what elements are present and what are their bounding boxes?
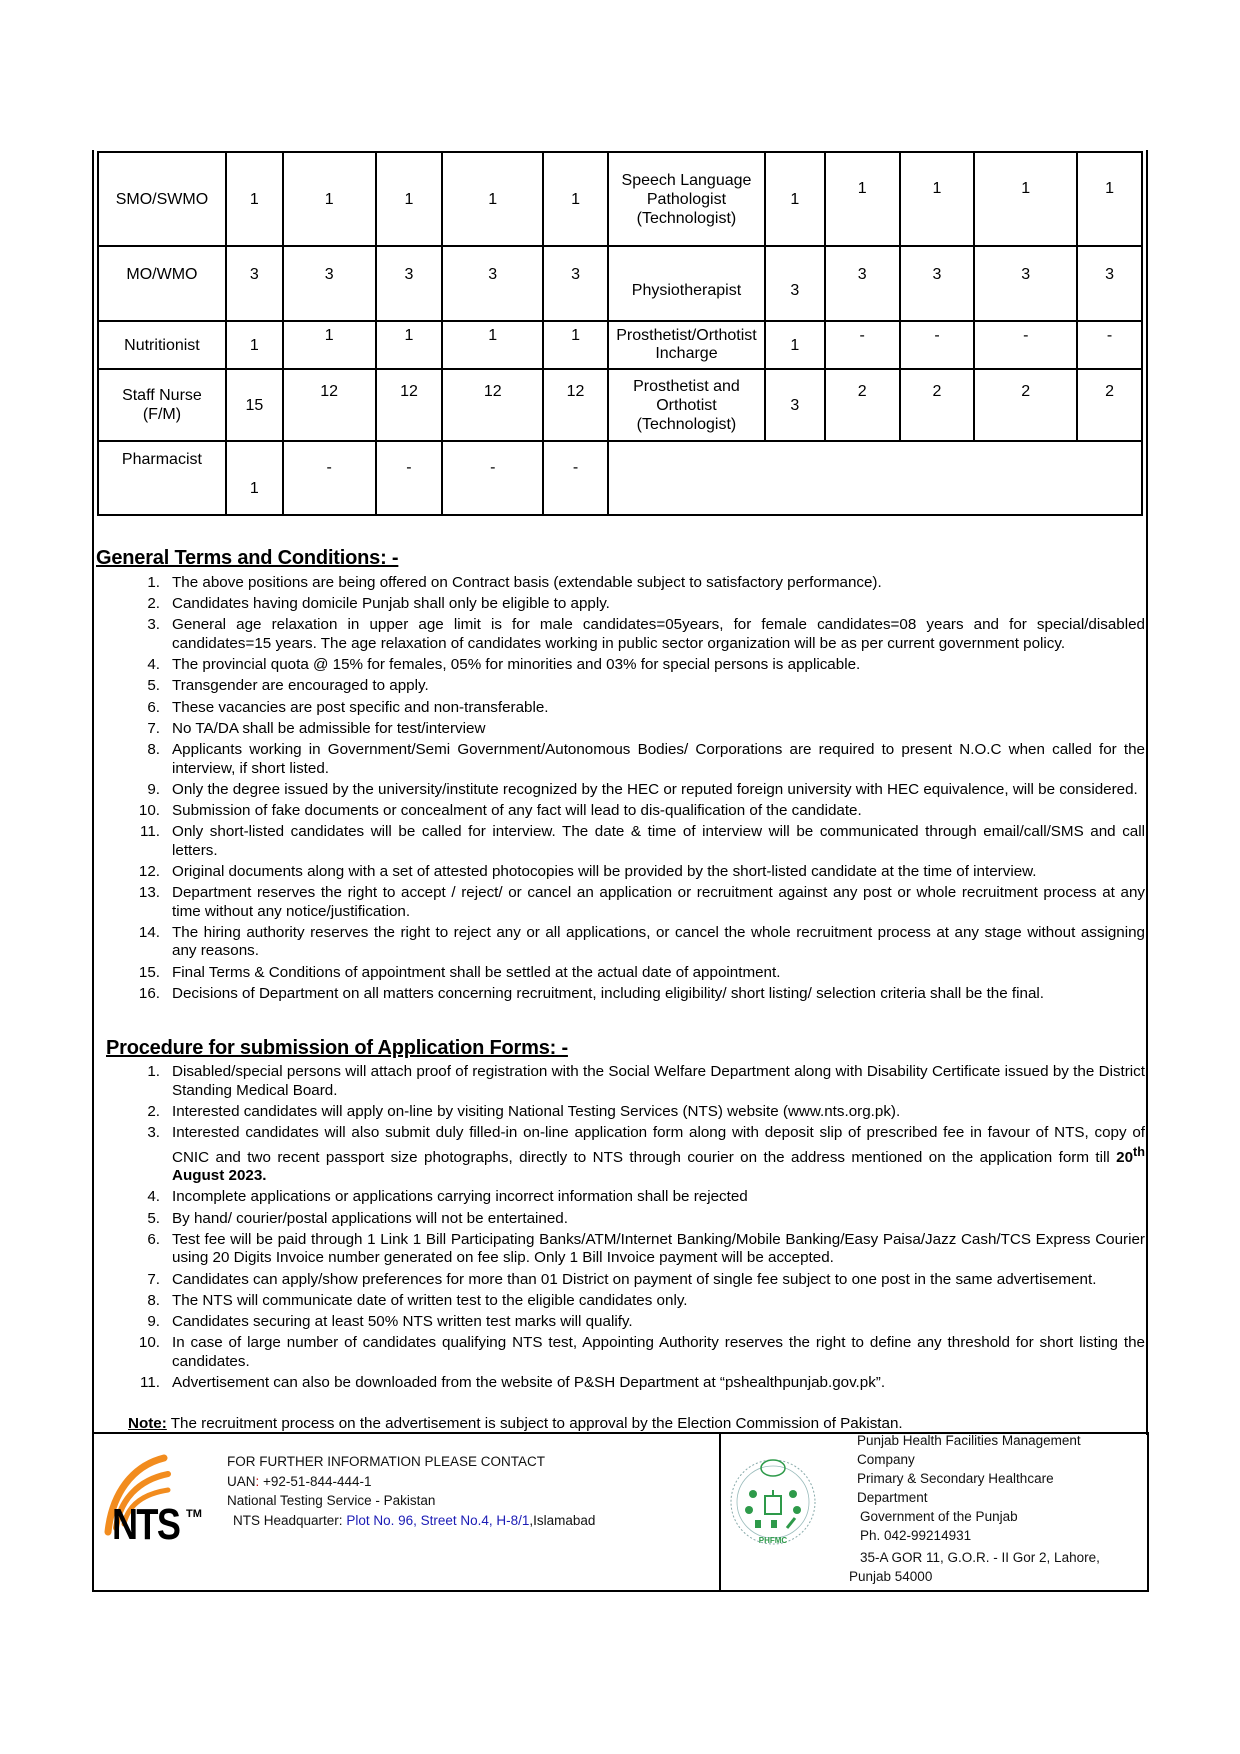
nts-contact xyxy=(227,1452,595,1530)
nts-logo-text: NTS xyxy=(112,1500,180,1549)
empty-cell xyxy=(608,441,1142,515)
cell-value: 3 xyxy=(226,246,283,321)
cell-value: - xyxy=(1077,321,1142,369)
nts-logo xyxy=(102,1454,212,1554)
nts-org: National Testing Service - Pakistan xyxy=(227,1493,436,1508)
cell-value: 1 xyxy=(543,321,608,369)
list-item: 3. Interested candidates will also submit duly filled-in on-line application form along with deposit slip of prescribed fee in favour of NTS, copy of CNIC and two recent passport size photographs, directly to NTS through courier on the address mentioned on the application form till 20th August 2023. xyxy=(147,1123,1145,1185)
procedure-list xyxy=(130,1063,1145,1395)
cell-value: 1 xyxy=(442,321,543,369)
list-item: 9. Candidates securing at least 50% NTS written test marks will qualify. xyxy=(147,1312,633,1330)
list-item: 8. Applicants working in Government/Semi Government/Autonomous Bodies/ Corporations are required to present N.O.C when called for the interview, if short listed. xyxy=(147,740,1145,777)
list-item: 7. No TA/DA shall be admissible for test/interview xyxy=(147,719,486,737)
trademark: TM xyxy=(186,1508,202,1520)
cell-value: 15 xyxy=(226,369,283,441)
list-item: 4. Incomplete applications or applications carrying incorrect information shall be rejected xyxy=(147,1188,748,1206)
list-item: 16. Decisions of Department on all matters concerning recruitment, including eligibility/ short listing/ selection criteria shall be the final. xyxy=(138,984,1044,1002)
list-item: 8. The NTS will communicate date of written test to the eligible candidates only. xyxy=(147,1291,688,1309)
list-item: 3. General age relaxation in upper age limit is for male candidates=05years, for female candidates=08 years and for special/disabled candidates=15 years. The age relaxation of candidates working in public sector organization will be as per current government policy. xyxy=(147,616,1145,652)
cell-value: 1 xyxy=(283,152,376,246)
cell-value: - xyxy=(283,441,376,515)
list-item: 10. Submission of fake documents or concealment of any fact will lead to dis-qualification of the candidate. xyxy=(138,801,862,819)
cell-value: 2 xyxy=(1077,369,1142,441)
list-item: 11. Only short-listed candidates will be called for interview. The date & time of interview will be communicated through email/call/SMS and call letters. xyxy=(140,823,1145,859)
cell-value: 2 xyxy=(974,369,1077,441)
table-row xyxy=(98,152,1142,246)
cell-value: 3 xyxy=(900,246,975,321)
table-row xyxy=(98,321,1142,369)
cell-value: 1 xyxy=(226,321,283,369)
post-name: Nutritionist xyxy=(98,321,226,369)
list-item: 9. Only the degree issued by the university/institute recognized by the HEC or reputed foreign university with HEC equivalence, will be considered. xyxy=(147,780,1138,798)
contact-footer xyxy=(92,1432,1149,1592)
list-item: 15. Final Terms & Conditions of appointment shall be settled at the actual date of appointment. xyxy=(138,963,781,981)
list-item: 5. Transgender are encouraged to apply. xyxy=(147,677,429,695)
list-item: 1. The above positions are being offered on Contract basis (extendable subject to satisfactory performance). xyxy=(147,574,882,591)
table-row xyxy=(98,369,1142,441)
footer-divider xyxy=(719,1434,721,1590)
table-row xyxy=(98,441,1142,515)
cell-value: 2 xyxy=(900,369,975,441)
cell-value: 3 xyxy=(543,246,608,321)
svg-text:PHFMC: PHFMC xyxy=(758,1536,788,1545)
cell-value: 1 xyxy=(1077,152,1142,246)
cell-value: 3 xyxy=(283,246,376,321)
cell-value: 1 xyxy=(543,152,608,246)
cell-value: 1 xyxy=(442,152,543,246)
post-name: Pharmacist xyxy=(98,441,226,515)
list-item: 2. Interested candidates will apply on-line by visiting National Testing Services (NTS) website (www.nts.org.pk). xyxy=(147,1102,901,1120)
cell-value: 1 xyxy=(376,152,443,246)
cell-value: 12 xyxy=(442,369,543,441)
cell-value: 3 xyxy=(1077,246,1142,321)
list-item: 12. Original documents along with a set of attested photocopies will be provided by the short-listed candidate at the time of interview. xyxy=(138,862,1037,880)
list-item: 14. The hiring authority reserves the right to reject any or all applications, or cancel the whole recruitment process at any stage without assigning any reasons. xyxy=(138,923,1145,960)
cell-value: 12 xyxy=(543,369,608,441)
cell-value: 1 xyxy=(974,152,1077,246)
phfmc-logo xyxy=(727,1450,819,1550)
cell-value: 3 xyxy=(376,246,443,321)
cell-value: - xyxy=(974,321,1077,369)
cell-value: 1 xyxy=(900,152,975,246)
cell-value: - xyxy=(825,321,900,369)
vacancy-table xyxy=(97,151,1143,516)
phfmc-contact: Punjab Health Facilities Management Company Primary & Secondary Healthcare Department Government of the Punjab Ph. 042-99214931 35-A GOR 11, G.O.R. - II Gor 2, Lahore, Punjab 54000 xyxy=(849,1433,1100,1584)
cell-value: - xyxy=(376,441,443,515)
list-item: 10. In case of large number of candidates qualifying NTS test, Appointing Authority reserves the right to define any threshold for short listing the candidates. xyxy=(138,1334,1145,1370)
cell-value: 12 xyxy=(283,369,376,441)
post-name: Staff Nurse (F/M) xyxy=(98,369,226,441)
list-item: 5. By hand/ courier/postal applications will not be entertained. xyxy=(147,1209,568,1227)
cell-value: 1 xyxy=(226,441,283,515)
list-item: 13. Department reserves the right to accept / reject/ or cancel an application or recruitment against any post or whole recruitment process at any time without any notice/justification. xyxy=(138,884,1145,920)
post-name: Prosthetist and Orthotist (Technologist) xyxy=(608,369,765,441)
cell-value: 3 xyxy=(765,369,825,441)
deadline-date: 20th August 2023. xyxy=(172,1144,1145,1185)
phfmc-address: 35-A GOR 11, G.O.R. - II Gor 2, Lahore, xyxy=(860,1550,1100,1565)
list-item: 6. Test fee will be paid through 1 Link 1 Bill Participating Banks/ATM/Internet Banking/Mobile Banking/Easy Paisa/Jazz Cash/TCS Express Courier using 20 Digits Invoice number generated on fee slip. Only 1 Bill Invoice payment will be accepted. xyxy=(147,1230,1145,1267)
nts-hq: NTS Headquarter: Plot No. 96, Street No.4, H-8/1,Islamabad xyxy=(233,1512,596,1528)
post-name: Prosthetist/Orthotist Incharge xyxy=(608,321,765,369)
general-terms-list xyxy=(130,574,1145,1006)
post-name: MO/WMO xyxy=(98,246,226,321)
hq-address: Plot No. 96, Street No.4, H-8/1 xyxy=(346,1512,530,1528)
post-name: Physiotherapist xyxy=(608,246,765,321)
cell-value: 3 xyxy=(442,246,543,321)
cell-value: 12 xyxy=(376,369,443,441)
contact-heading: FOR FURTHER INFORMATION PLEASE CONTACT xyxy=(227,1454,546,1469)
cell-value: 2 xyxy=(825,369,900,441)
list-item: 4. The provincial quota @ 15% for females, 05% for minorities and 03% for special persons is applicable. xyxy=(147,656,861,674)
post-name: SMO/SWMO xyxy=(98,152,226,246)
cell-value: 3 xyxy=(974,246,1077,321)
phfmc-phone: Ph. 042-99214931 xyxy=(860,1528,972,1543)
cell-value: - xyxy=(543,441,608,515)
list-item: 11. Advertisement can also be downloaded from the website of P&SH Department at “pshealthpunjab.gov.pk”. xyxy=(140,1373,886,1391)
cell-value: 1 xyxy=(825,152,900,246)
cell-value: 1 xyxy=(765,152,825,246)
general-terms-heading: General Terms and Conditions: - xyxy=(96,547,399,569)
list-item: 6. These vacancies are post specific and non-transferable. xyxy=(147,698,549,716)
list-item: 7. Candidates can apply/show preferences for more than 01 District on payment of single fee subject to one post in the same advertisement. xyxy=(147,1270,1097,1288)
cell-value: 1 xyxy=(765,321,825,369)
note-text: The recruitment process on the advertisement is subject to approval by the Election Commission of Pakistan. xyxy=(166,1415,903,1432)
table-row xyxy=(98,246,1142,321)
list-item: 2. Candidates having domicile Punjab shall only be eligible to apply. xyxy=(147,595,610,613)
cell-value: - xyxy=(442,441,543,515)
phfmc-emblem-icon xyxy=(727,1450,819,1550)
uan-line: UAN: +92-51-844-444-1 xyxy=(227,1473,372,1489)
cell-value: 1 xyxy=(226,152,283,246)
note-label: Note: xyxy=(128,1415,167,1432)
cell-value: - xyxy=(900,321,975,369)
list-item: 1. Disabled/special persons will attach proof of registration with the Social Welfare Department along with Disability Certificate issued by the District Standing Medical Board. xyxy=(147,1063,1145,1099)
procedure-heading: Procedure for submission of Application Forms: - xyxy=(106,1037,568,1059)
cell-value: 1 xyxy=(283,321,376,369)
election-note xyxy=(128,1415,903,1432)
cell-value: 3 xyxy=(825,246,900,321)
post-name: Speech Language Pathologist (Technologist) xyxy=(608,152,765,246)
cell-value: 1 xyxy=(376,321,443,369)
cell-value: 3 xyxy=(765,246,825,321)
